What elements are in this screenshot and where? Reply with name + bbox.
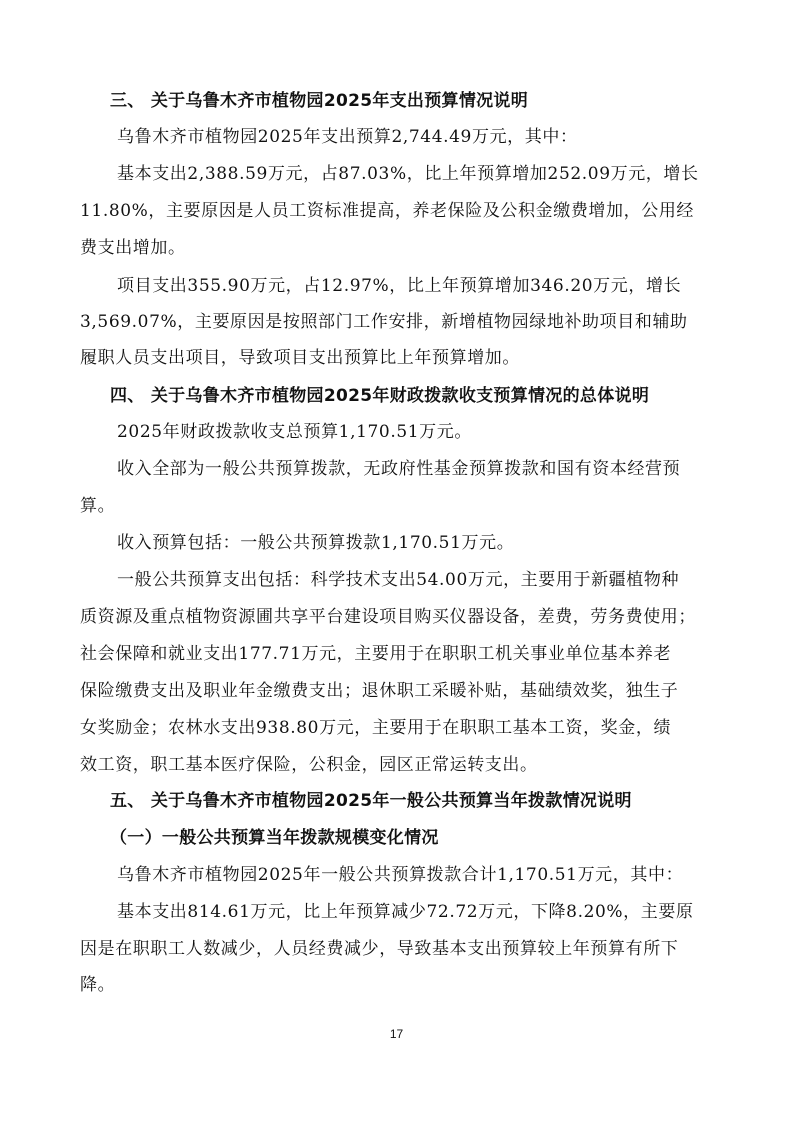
page-number: 17 [389, 1027, 404, 1041]
subsection-heading: （一）一般公共预算当年拨款规模变化情况 [110, 828, 439, 848]
paragraph-line: 费支出增加。 [80, 238, 186, 258]
paragraph-line: 效工资，职工基本医疗保险，公积金，园区正常运转支出。 [80, 755, 538, 775]
paragraph-line: 一般公共预算支出包括：科学技术支出54.00万元，主要用于新疆植物种 [117, 570, 680, 590]
paragraph-line: 履职人员支出项目，导致项目支出预算比上年预算增加。 [80, 348, 520, 368]
paragraph-line: 女奖励金；农林水支出938.80万元，主要用于在职职工基本工资，奖金，绩 [80, 718, 672, 738]
paragraph-line: 项目支出355.90万元，占12.97%，比上年预算增加346.20万元，增长 [117, 276, 682, 296]
section-heading: 四、 关于乌鲁木齐市植物园2025年财政拨款收支预算情况的总体说明 [110, 386, 650, 406]
paragraph-line: 降。 [80, 975, 116, 995]
paragraph-line: 收入预算包括：一般公共预算拨款1,170.51万元。 [117, 533, 515, 553]
paragraph-line: 保险缴费支出及职业年金缴费支出；退休职工采暖补贴，基础绩效奖，独生子 [80, 681, 679, 701]
paragraph-line: 2025年财政拨款收支总预算1,170.51万元。 [117, 422, 472, 442]
paragraph-line: 基本支出814.61万元，比上年预算减少72.72万元，下降8.20%，主要原 [117, 902, 694, 922]
paragraph-line: 社会保障和就业支出177.71万元，主要用于在职职工机关事业单位基本养老 [80, 644, 672, 664]
paragraph-line: 乌鲁木齐市植物园2025年一般公共预算拨款合计1,170.51万元，其中： [117, 865, 684, 885]
section-heading: 三、 关于乌鲁木齐市植物园2025年支出预算情况说明 [110, 91, 529, 111]
section-heading: 五、 关于乌鲁木齐市植物园2025年一般公共预算当年拨款情况说明 [110, 791, 632, 811]
paragraph-line: 算。 [80, 496, 116, 516]
paragraph-line: 3,569.07%，主要原因是按照部门工作安排，新增植物园绿地补助项目和辅助 [80, 312, 688, 332]
paragraph-line: 11.80%，主要原因是人员工资标准提高，养老保险及公积金缴费增加，公用经 [80, 201, 695, 221]
paragraph-line: 乌鲁木齐市植物园2025年支出预算2,744.49万元，其中： [117, 127, 578, 147]
paragraph-line: 因是在职职工人数减少，人员经费减少，导致基本支出预算较上年预算有所下 [80, 939, 679, 959]
paragraph-line: 基本支出2,388.59万元，占87.03%，比上年预算增加252.09万元，增长 [117, 164, 699, 184]
paragraph-line: 收入全部为一般公共预算拨款，无政府性基金预算拨款和国有资本经营预 [117, 459, 681, 479]
paragraph-line: 质资源及重点植物资源圃共享平台建设项目购买仪器设备，差费，劳务费使用； [80, 607, 696, 627]
